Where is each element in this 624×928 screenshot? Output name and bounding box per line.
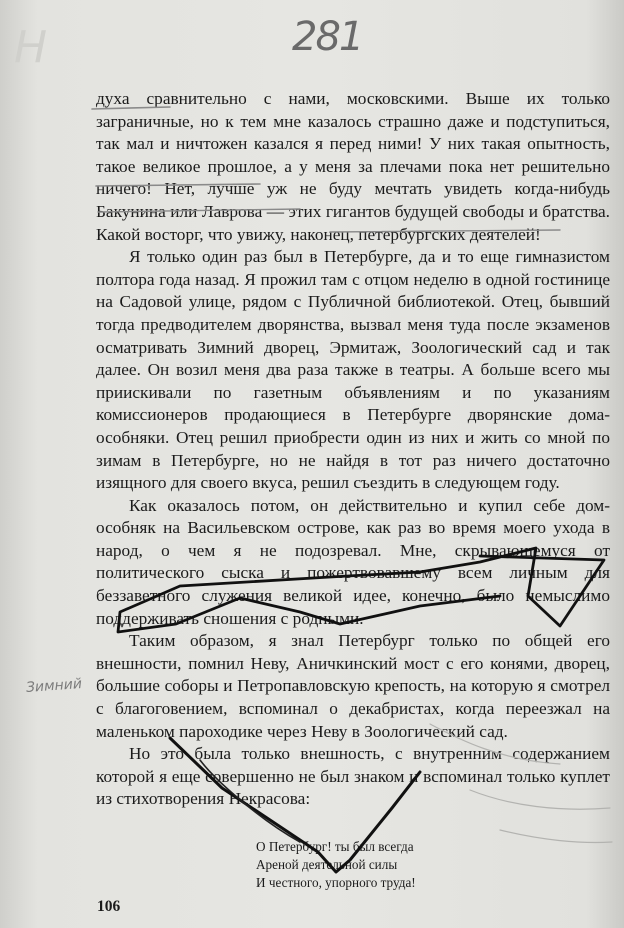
paragraph-4: Таким образом, я знал Петербург только по общей его внешности, помнил Неву, Аничкинский мост с его конями, дворец, большие соборы и Петропавловскую крепость, на которую я смотрел с благоговением, вспоминал о декабристах, когда переезжал на маленьком пароходике через Неву в Зоологический сад. (96, 631, 610, 741)
poem-quote (256, 838, 416, 891)
poem-line-2: Ареной деятельной силы (256, 856, 398, 872)
poem-line-3: И честного, упорного труда! (256, 874, 416, 890)
printed-page-number: 106 (97, 898, 121, 915)
faint-bleedthrough-mark: Н (14, 22, 48, 73)
paragraph-1: духа сравнительно с нами, московскими. Выше их только заграничные, но к тем мне казалось страшно даже и подступиться, так мал и ничтожен казался я перед ними! У них такая опытность, такое великое прошлое, а у меня за плечами пока нет решительно ничего! Нет, лучше уж не буду мечтать увидеть когда-нибудь Бакунина или Лаврова — этих гигантов будущей свободы и братства. Какой восторг, что увижу, наконец, петербургских деятелей! (96, 89, 610, 244)
paragraph-3: Как оказалось потом, он действительно и купил себе дом-особняк на Васильевском острове, как раз во время моего ухода в народ, о чем я не подозревал. Мне, скрывающемуся от политического сыска и пожертвовавшему всем личным для беззаветного служения великой идее, конечно, было немыслимо поддерживать сношения с родными. (96, 495, 610, 628)
paragraph-5: Но это была только внешность, с внутренним содержанием которой я еще совершенно не был знаком и вспоминал только куплет из стихотворения Некрасова: (96, 744, 610, 809)
margin-handwritten-note: Зимний (25, 676, 83, 696)
poem-line-1: О Петербург! ты был всегда (256, 839, 414, 854)
main-text (96, 88, 610, 811)
paragraph-2: Я только один раз был в Петербурге, да и то еще гимназистом полтора года назад. Я прожил там с отцом неделю в одной гостинице на Садовой улице, рядом с Публичной библиотекой. Отец, бывший тогда предводителем дворянства, вызвал меня туда после экзаменов осматривать Зимний дворец, Эрмитаж, Зоологический сад и так далее. Он возил меня два раза также в театры. А больше всего мы приискивали по газетным объявлениям и по указаниям комиссионеров продающиеся в Петербурге дворянские дома-особняки. Отец решил приобрести один из них и жить со мной по зимам в Петербурге, но не найдя в тот раз ничего достаточно изящного для своего вкуса, решил съездить в следующем году. (96, 247, 610, 493)
handwritten-page-number: 281 (292, 14, 363, 60)
